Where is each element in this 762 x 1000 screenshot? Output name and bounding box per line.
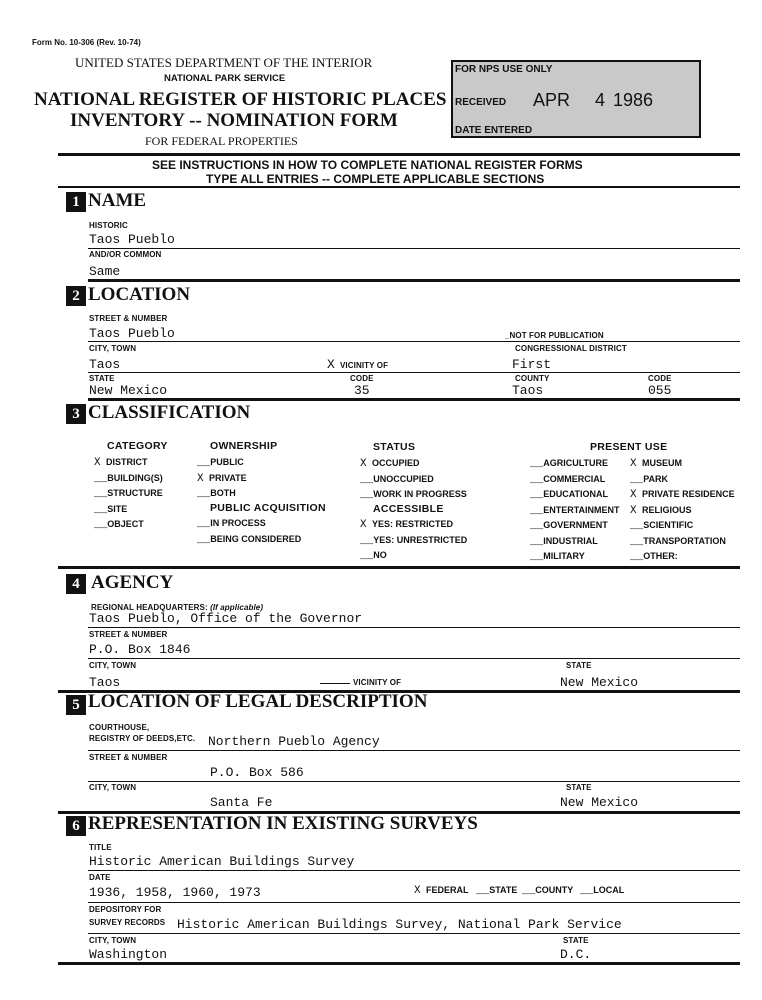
legal-city-field[interactable]: Santa Fe	[210, 795, 273, 810]
option-label: UNOCCUPIED	[373, 473, 434, 484]
option-mark[interactable]: X	[360, 519, 367, 531]
option-object[interactable]	[94, 519, 144, 531]
form-title-line2: INVENTORY -- NOMINATION FORM	[70, 110, 398, 131]
survey-title-label: TITLE	[89, 843, 112, 852]
category-heading: CATEGORY	[107, 440, 168, 452]
option-label: OCCUPIED	[372, 458, 420, 468]
option-label: AGRICULTURE	[543, 458, 609, 468]
section-rule	[88, 398, 740, 401]
option-mark[interactable]: __	[522, 885, 536, 897]
rule	[88, 658, 740, 659]
option-private-residence[interactable]	[630, 489, 735, 501]
option-both[interactable]	[197, 488, 236, 500]
option-label: BEING CONSIDERED	[210, 533, 302, 544]
option-label: YES: UNRESTRICTED	[373, 534, 468, 545]
legal-city-label: CITY, TOWN	[89, 783, 137, 792]
option-mark[interactable]: __	[360, 534, 374, 547]
option-mark[interactable]: __	[530, 535, 544, 548]
street-field[interactable]: Taos Pueblo	[89, 326, 175, 341]
rule	[88, 341, 740, 342]
historic-name-field[interactable]: Taos Pueblo	[89, 232, 175, 247]
section-4-title: AGENCY	[91, 572, 174, 593]
street-label: STREET & NUMBER	[89, 314, 168, 323]
option-entertainment[interactable]	[530, 505, 620, 517]
option-mark[interactable]: __	[197, 457, 211, 469]
option-label: STATE	[489, 885, 518, 895]
section-rule	[58, 962, 740, 965]
option-mark[interactable]: __	[360, 550, 374, 562]
code-label: CODE	[350, 374, 374, 383]
survey-date-label: DATE	[89, 873, 111, 882]
option-educational[interactable]	[530, 489, 608, 501]
option-building-s[interactable]	[94, 473, 163, 485]
survey-city-field[interactable]: Washington	[89, 947, 168, 962]
option-label: TRANSPORTATION	[643, 535, 726, 546]
city-label: CITY, TOWN	[89, 344, 137, 353]
state-field[interactable]: New Mexico	[89, 383, 168, 398]
agency-city-field[interactable]: Taos	[89, 675, 121, 690]
option-label: LOCAL	[593, 885, 625, 895]
agency-street-label: STREET & NUMBER	[89, 630, 168, 639]
present-use-heading: PRESENT USE	[590, 441, 668, 453]
section-rule	[88, 279, 740, 282]
section-5-number: 5	[66, 695, 86, 715]
county-code-label: CODE	[648, 374, 672, 383]
option-mark[interactable]: __	[197, 533, 211, 546]
option-military[interactable]	[530, 551, 585, 563]
option-mark[interactable]: __	[94, 472, 108, 485]
option-mark[interactable]: __	[630, 520, 644, 532]
common-label: AND/OR COMMON	[89, 250, 162, 259]
rule	[88, 372, 740, 373]
option-mark[interactable]: X	[94, 457, 101, 469]
congressional-field[interactable]: First	[512, 357, 552, 372]
option-mark[interactable]: X	[360, 458, 367, 470]
survey-city-label: CITY, TOWN	[89, 936, 137, 945]
common-name-field[interactable]: Same	[89, 264, 121, 279]
survey-state-field[interactable]: D.C.	[560, 947, 592, 962]
vicinity-label: VICINITY OF	[340, 361, 389, 370]
section-4-number: 4	[66, 574, 86, 594]
status-heading: STATUS	[373, 441, 416, 453]
section-6-title: REPRESENTATION IN EXISTING SURVEYS	[88, 813, 478, 834]
option-label: FEDERAL	[426, 885, 469, 895]
rule	[88, 933, 740, 934]
legal-street-field[interactable]: P.O. Box 586	[210, 765, 304, 780]
rule	[88, 870, 740, 871]
option-label: PRIVATE	[209, 472, 247, 483]
rule	[88, 781, 740, 782]
agency-city-label: CITY, TOWN	[89, 661, 137, 670]
legal-state-label: STATE	[566, 783, 592, 792]
option-no[interactable]	[360, 550, 387, 562]
accessible-heading: ACCESSIBLE	[373, 503, 444, 515]
option-museum[interactable]	[630, 458, 682, 470]
rule	[88, 902, 740, 903]
option-label: PARK	[643, 473, 669, 484]
option-site[interactable]	[94, 504, 127, 516]
option-structure[interactable]	[94, 488, 163, 500]
option-mark[interactable]: __	[530, 489, 544, 501]
rule	[88, 750, 740, 751]
historic-label: HISTORIC	[89, 221, 128, 230]
received-label: RECEIVED	[455, 97, 507, 108]
received-day: 4	[595, 90, 606, 110]
option-commercial[interactable]	[530, 474, 605, 486]
vicinity-blank	[320, 683, 350, 684]
option-mark[interactable]: __	[360, 473, 374, 486]
option-label: RELIGIOUS	[642, 504, 692, 515]
section-6-number: 6	[66, 816, 86, 836]
option-park[interactable]	[630, 474, 668, 486]
option-transportation[interactable]	[630, 536, 726, 548]
option-mark[interactable]: __	[580, 885, 594, 897]
option-label: OBJECT	[107, 519, 144, 529]
option-private[interactable]	[197, 473, 247, 485]
option-mark[interactable]: __	[94, 519, 108, 531]
hq-field[interactable]: Taos Pueblo, Office of the Governor	[89, 611, 363, 626]
option-mark[interactable]: __	[197, 488, 211, 500]
option-industrial[interactable]	[530, 536, 598, 548]
agency-state-field[interactable]: New Mexico	[560, 675, 639, 690]
agency-vicinity-label: VICINITY OF	[353, 678, 402, 687]
option-mark[interactable]: X	[630, 489, 637, 501]
survey-state-label: STATE	[563, 936, 589, 945]
option-yes-unrestricted[interactable]	[360, 535, 467, 547]
option-label: BUILDING(S)	[107, 472, 163, 483]
legal-street-label: STREET & NUMBER	[89, 753, 168, 762]
option-label: SITE	[107, 503, 128, 514]
option-label: GOVERNMENT	[543, 520, 608, 530]
option-label: BOTH	[210, 488, 236, 498]
survey-date-field[interactable]: 1936, 1958, 1960, 1973	[89, 885, 261, 900]
county-code-field[interactable]: 055	[648, 383, 672, 398]
option-label: PUBLIC	[210, 457, 244, 467]
vicinity-mark[interactable]: X	[327, 357, 335, 372]
department-name: UNITED STATES DEPARTMENT OF THE INTERIOR	[75, 55, 373, 70]
form-title-line1: NATIONAL REGISTER OF HISTORIC PLACES	[34, 89, 447, 110]
option-label: DISTRICT	[106, 457, 148, 467]
option-district[interactable]	[94, 457, 148, 469]
option-scientific[interactable]	[630, 520, 693, 532]
header-rule	[58, 153, 740, 156]
option-mark[interactable]: __	[360, 489, 374, 501]
agency-street-field[interactable]: P.O. Box 1846	[89, 642, 191, 657]
legal-state-field[interactable]: New Mexico	[560, 795, 639, 810]
option-mark[interactable]: __	[530, 473, 544, 486]
section-1-title: NAME	[88, 190, 147, 211]
option-mark[interactable]: __	[476, 885, 490, 897]
option-label: STRUCTURE	[107, 488, 163, 498]
section-1-number: 1	[66, 192, 86, 212]
instructions-rule	[58, 186, 740, 188]
option-occupied[interactable]	[360, 458, 420, 470]
option-label: NO	[373, 550, 387, 560]
rule	[88, 248, 740, 249]
option-in-process[interactable]	[197, 518, 266, 530]
option-mark[interactable]: X	[197, 472, 204, 485]
option-label: MILITARY	[543, 551, 585, 561]
option-mark[interactable]: X	[414, 885, 421, 897]
received-month: APR	[533, 90, 571, 110]
ownership-heading: OWNERSHIP	[210, 440, 278, 452]
level-state[interactable]	[476, 885, 517, 897]
option-yes-restricted[interactable]	[360, 519, 453, 531]
survey-records-label: SURVEY RECORDS	[89, 918, 166, 927]
section-3-title: CLASSIFICATION	[88, 402, 251, 423]
option-mark[interactable]: __	[197, 518, 211, 530]
option-public[interactable]	[197, 457, 244, 469]
option-label: WORK IN PROGRESS	[373, 489, 467, 499]
section-3-number: 3	[66, 404, 86, 424]
section-2-title: LOCATION	[88, 284, 191, 305]
option-label: COMMERCIAL	[543, 473, 606, 484]
option-label: MUSEUM	[642, 458, 682, 468]
courthouse-label: COURTHOUSE,	[89, 723, 150, 732]
survey-title-field[interactable]: Historic American Buildings Survey	[89, 854, 355, 869]
option-label: OTHER:	[643, 551, 678, 561]
option-religious[interactable]	[630, 505, 692, 517]
nps-heading: FOR NPS USE ONLY	[455, 64, 553, 75]
option-label: ENTERTAINMENT	[543, 504, 620, 515]
public-acquisition-heading: PUBLIC ACQUISITION	[210, 502, 326, 514]
state-code-field[interactable]: 35	[354, 383, 370, 398]
option-mark[interactable]: __	[530, 504, 544, 517]
option-mark[interactable]: X	[630, 458, 637, 470]
registry-label: REGISTRY OF DEEDS,ETC.	[89, 734, 196, 743]
section-rule	[58, 566, 740, 569]
rule	[88, 627, 740, 628]
option-label: PRIVATE RESIDENCE	[642, 489, 735, 499]
option-mark[interactable]: __	[94, 503, 108, 516]
section-2-number: 2	[66, 286, 86, 306]
not-for-publication: _NOT FOR PUBLICATION	[505, 331, 604, 340]
hq-label-text: REGIONAL HEADQUARTERS:	[91, 603, 208, 612]
option-mark[interactable]: X	[630, 504, 637, 517]
option-label: COUNTY	[535, 885, 574, 895]
option-mark[interactable]: __	[530, 458, 544, 470]
hq-note: (If applicable)	[210, 603, 264, 612]
option-other[interactable]	[630, 551, 678, 563]
option-being-considered[interactable]	[197, 534, 301, 546]
option-label: YES: RESTRICTED	[372, 519, 454, 529]
registry-field[interactable]: Northern Pueblo Agency	[208, 734, 380, 749]
option-mark[interactable]: __	[630, 535, 644, 548]
nps-use-box	[451, 60, 701, 138]
section-5-title: LOCATION OF LEGAL DESCRIPTION	[88, 691, 428, 712]
depository-label: DEPOSITORY FOR	[89, 905, 162, 914]
county-label: COUNTY	[515, 374, 550, 383]
instructions-line2: TYPE ALL ENTRIES -- COMPLETE APPLICABLE SECTIONS	[206, 172, 545, 186]
option-label: IN PROCESS	[210, 518, 266, 528]
county-field[interactable]: Taos	[512, 383, 544, 398]
survey-records-field[interactable]: Historic American Buildings Survey, National Park Service	[177, 917, 622, 932]
option-work-in-progress[interactable]	[360, 489, 467, 501]
form-title-line3: FOR FEDERAL PROPERTIES	[145, 134, 298, 148]
option-label: EDUCATIONAL	[543, 489, 609, 499]
level-federal[interactable]	[414, 885, 469, 897]
option-mark[interactable]: __	[530, 520, 544, 532]
option-agriculture[interactable]	[530, 458, 608, 470]
congressional-label: CONGRESSIONAL DISTRICT	[515, 344, 627, 353]
city-field[interactable]: Taos	[89, 357, 121, 372]
option-mark[interactable]: __	[530, 551, 544, 563]
service-name: NATIONAL PARK SERVICE	[164, 73, 286, 84]
received-year: 1986	[613, 90, 654, 110]
date-entered-label: DATE ENTERED	[455, 125, 533, 136]
agency-state-label: STATE	[566, 661, 592, 670]
form-number: Form No. 10-306 (Rev. 10-74)	[32, 38, 141, 47]
option-mark[interactable]: __	[94, 488, 108, 500]
level-local[interactable]	[580, 885, 624, 897]
option-mark[interactable]: __	[630, 551, 644, 563]
instructions-line1: SEE INSTRUCTIONS IN HOW TO COMPLETE NATIONAL REGISTER FORMS	[152, 158, 583, 172]
option-mark[interactable]: __	[630, 473, 644, 486]
option-label: INDUSTRIAL	[543, 535, 598, 546]
option-government[interactable]	[530, 520, 608, 532]
level-county[interactable]	[522, 885, 573, 897]
option-label: SCIENTIFIC	[643, 520, 694, 530]
option-unoccupied[interactable]	[360, 474, 434, 486]
state-label: STATE	[89, 374, 115, 383]
